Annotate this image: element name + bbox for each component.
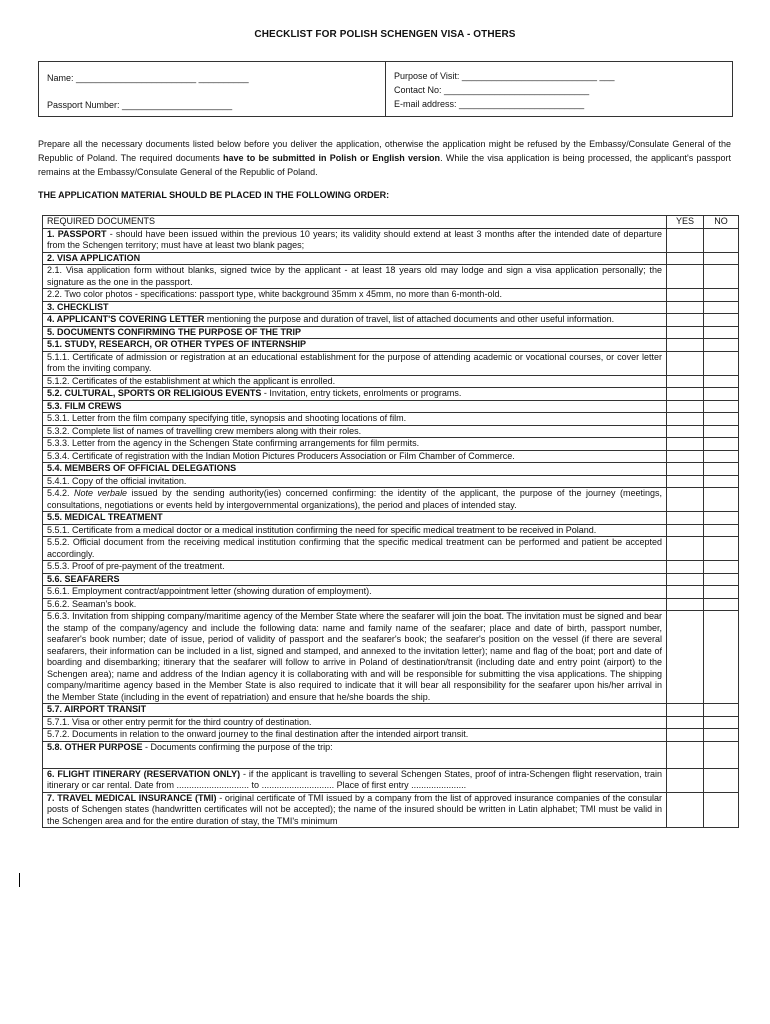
row-film-permits: 5.3.3. Letter from the agency in the Schengen State confirming arrangements for film permits.: [43, 438, 667, 451]
no-checkbox-cell[interactable]: [704, 450, 739, 463]
table-row: [43, 339, 739, 352]
row-purpose-documents: 5. DOCUMENTS CONFIRMING THE PURPOSE OF THE TRIP: [43, 326, 667, 339]
table-row: [43, 524, 739, 537]
no-checkbox-cell[interactable]: [704, 314, 739, 327]
info-right-column: [386, 62, 732, 116]
yes-checkbox-cell[interactable]: [667, 252, 704, 265]
row-medical-treatment: 5.5. MEDICAL TREATMENT: [43, 512, 667, 525]
row-employment-contract: 5.6.1. Employment contract/appointment letter (showing duration of employment).: [43, 586, 667, 599]
table-row: [43, 611, 739, 704]
yes-checkbox-cell[interactable]: [667, 512, 704, 525]
yes-checkbox-cell[interactable]: [667, 339, 704, 352]
no-checkbox-cell[interactable]: [704, 573, 739, 586]
yes-checkbox-cell[interactable]: [667, 475, 704, 488]
row-photos: 2.2. Two color photos - specifications: passport type, white background 35mm x 45mm, no more than 6-month-old.: [43, 289, 667, 302]
table-row: [43, 301, 739, 314]
row-film-letter: 5.3.1. Letter from the film company specifying title, synopsis and shooting locations of film.: [43, 413, 667, 426]
no-checkbox-cell[interactable]: [704, 425, 739, 438]
yes-checkbox-cell[interactable]: [667, 586, 704, 599]
table-row: [43, 768, 739, 792]
no-checkbox-cell[interactable]: [704, 339, 739, 352]
no-checkbox-cell[interactable]: [704, 252, 739, 265]
table-row: [43, 351, 739, 375]
no-checkbox-cell[interactable]: [704, 524, 739, 537]
row-seamans-book: 5.6.2. Seaman's book.: [43, 598, 667, 611]
table-row: [43, 586, 739, 599]
no-checkbox-cell[interactable]: [704, 475, 739, 488]
table-row: [43, 413, 739, 426]
document-title: CHECKLIST FOR POLISH SCHENGEN VISA - OTHERS: [254, 29, 516, 40]
row-onward-journey: 5.7.2. Documents in relation to the onward journey to the final destination after the intended airport transit.: [43, 729, 667, 742]
yes-checkbox-cell[interactable]: [667, 488, 704, 512]
table-row: [43, 488, 739, 512]
row-passport: 1. PASSPORT - should have been issued within the previous 10 years; its validity should extend at least 3 months after the intended date of departure from the Schengen territory; must have at least two blank pages;: [43, 228, 667, 252]
no-checkbox-cell[interactable]: [704, 561, 739, 574]
yes-checkbox-cell[interactable]: [667, 450, 704, 463]
no-checkbox-cell[interactable]: [704, 301, 739, 314]
no-checkbox-cell[interactable]: [704, 413, 739, 426]
no-checkbox-cell[interactable]: [704, 741, 739, 768]
no-checkbox-cell[interactable]: [704, 375, 739, 388]
row-medical-institution: 5.5.2. Official document from the receiving medical institution confirming that the specific medical treatment can be performed and patient be accepted accordingly.: [43, 537, 667, 561]
no-checkbox-cell[interactable]: [704, 400, 739, 413]
row-enrolment-certificates: 5.1.2. Certificates of the establishment at which the applicant is enrolled.: [43, 375, 667, 388]
no-checkbox-cell[interactable]: [704, 388, 739, 401]
info-left-column: [39, 62, 386, 116]
yes-checkbox-cell[interactable]: [667, 326, 704, 339]
no-checkbox-cell[interactable]: [704, 537, 739, 561]
row-shipping-invitation: 5.6.3. Invitation from shipping company/maritime agency of the Member State where the seafarer will join the boat. The invitation must be signed and bear the stamp of the company/agency and include the following data: name and family name of the seafarer; place and date of birth, passport number, seafarer's book number; date of issue, period of validity of passport and the seafarer's book; the seafarer's position on the vessel (if there are several seafarers, their information can be included in a list, signed and stamped, and annexed to the invitation letter); name and flag of the boat; port and date of boarding and disembarking; itinerary that the seafarer will follow to arrive in Poland of destination/transit (including date and entry point (airport) to the Schengen area); name and address of the Indian agency it is collaborating with and will be responsible for submitting the visa applications. The shipping company/maritime agency based in the Member State is also required to indicate that it will bear all responsibility for the seafarer upon his/her arrival in the Member State (including in the event of repatriation) and ensure that he/she boards the ship.: [43, 611, 667, 704]
table-row: [43, 289, 739, 302]
yes-checkbox-cell[interactable]: [667, 573, 704, 586]
yes-checkbox-cell[interactable]: [667, 598, 704, 611]
table-row: [43, 512, 739, 525]
no-checkbox-cell[interactable]: [704, 463, 739, 476]
yes-checkbox-cell[interactable]: [667, 400, 704, 413]
yes-checkbox-cell[interactable]: [667, 413, 704, 426]
yes-checkbox-cell[interactable]: [667, 716, 704, 729]
row-cultural-events: 5.2. CULTURAL, SPORTS OR RELIGIOUS EVENTS - Invitation, entry tickets, enrolments or programs.: [43, 388, 667, 401]
row-prepayment: 5.5.3. Proof of pre-payment of the treatment.: [43, 561, 667, 574]
no-checkbox-cell[interactable]: [704, 289, 739, 302]
row-crew-list: 5.3.2. Complete list of names of travelling crew members along with their roles.: [43, 425, 667, 438]
row-official-invitation: 5.4.1. Copy of the official invitation.: [43, 475, 667, 488]
yes-checkbox-cell[interactable]: [667, 425, 704, 438]
header-required-documents: REQUIRED DOCUMENTS: [43, 216, 667, 229]
yes-checkbox-cell[interactable]: [667, 301, 704, 314]
row-airport-transit: 5.7. AIRPORT TRANSIT: [43, 704, 667, 717]
table-row: [43, 729, 739, 742]
yes-checkbox-cell[interactable]: [667, 438, 704, 451]
yes-checkbox-cell[interactable]: [667, 351, 704, 375]
no-checkbox-cell[interactable]: [704, 598, 739, 611]
table-row: [43, 314, 739, 327]
table-row: [43, 438, 739, 451]
no-checkbox-cell[interactable]: [704, 611, 739, 704]
order-heading: THE APPLICATION MATERIAL SHOULD BE PLACED IN THE FOLLOWING ORDER:: [38, 190, 390, 200]
no-checkbox-cell[interactable]: [704, 586, 739, 599]
no-checkbox-cell[interactable]: [704, 792, 739, 828]
table-row: [43, 598, 739, 611]
row-entry-permit: 5.7.1. Visa or other entry permit for the third country of destination.: [43, 716, 667, 729]
yes-checkbox-cell[interactable]: [667, 611, 704, 704]
row-medical-insurance: 7. TRAVEL MEDICAL INSURANCE (TMI) - original certificate of TMI issued by a company from the list of approved insurance companies of the consular posts of Schengen states (handwritten certificates will not be accepted); the name of the insured should be written in Latin alphabet; TMI must be valid in the Schengen area and for the entire duration of stay, the TMI's minimum: [43, 792, 667, 828]
name-field[interactable]: Name: ________________________ __________: [47, 73, 249, 83]
yes-checkbox-cell[interactable]: [667, 314, 704, 327]
yes-checkbox-cell[interactable]: [667, 792, 704, 828]
row-film-crews: 5.3. FILM CREWS: [43, 400, 667, 413]
table-row: [43, 228, 739, 252]
intro-paragraph: Prepare all the necessary documents listed below before you deliver the application, otherwise the application might be refused by the Embassy/Consulate General of the Republic of Poland. The required documents have to be submitted in Polish or English version. While the visa application is being processed, the applicant's passport remains at the Embassy/Consulate General of the Republic of Poland.: [38, 139, 731, 177]
row-film-registration: 5.3.4. Certificate of registration with the Indian Motion Pictures Producers Association or Film Chamber of Commerce.: [43, 450, 667, 463]
email-address-field[interactable]: E-mail address: _________________________: [394, 99, 585, 109]
table-row: [43, 716, 739, 729]
table-row: [43, 792, 739, 828]
table-header-row: [43, 216, 739, 229]
table-row: [43, 388, 739, 401]
row-medical-certificate: 5.5.1. Certificate from a medical doctor or a medical institution confirming the need for specific medical treatment to be received in Poland.: [43, 524, 667, 537]
yes-checkbox-cell[interactable]: [667, 375, 704, 388]
row-visa-form: 2.1. Visa application form without blanks, signed twice by the applicant - at least 18 years old may lodge and sign a visa application personally; the signature as the one in the passport.: [43, 265, 667, 289]
no-checkbox-cell[interactable]: [704, 768, 739, 792]
table-row: [43, 450, 739, 463]
yes-checkbox-cell[interactable]: [667, 463, 704, 476]
no-checkbox-cell[interactable]: [704, 265, 739, 289]
yes-checkbox-cell[interactable]: [667, 729, 704, 742]
checklist-table: [42, 215, 739, 828]
table-row: [43, 326, 739, 339]
row-seafarers: 5.6. SEAFARERS: [43, 573, 667, 586]
yes-checkbox-cell[interactable]: [667, 289, 704, 302]
yes-checkbox-cell[interactable]: [667, 741, 704, 768]
row-flight-itinerary: 6. FLIGHT ITINERARY (RESERVATION ONLY) - if the applicant is travelling to several Schengen States, proof of intra-Schengen flight reservation, train itinerary or car rental. Date from ............................. to ............................. Place of first entry ......................: [43, 768, 667, 792]
header-yes: YES: [667, 216, 704, 229]
yes-checkbox-cell[interactable]: [667, 561, 704, 574]
no-checkbox-cell[interactable]: [704, 704, 739, 717]
table-row: [43, 475, 739, 488]
table-row: [43, 573, 739, 586]
yes-checkbox-cell[interactable]: [667, 524, 704, 537]
no-checkbox-cell[interactable]: [704, 228, 739, 252]
no-checkbox-cell[interactable]: [704, 716, 739, 729]
yes-checkbox-cell[interactable]: [667, 537, 704, 561]
yes-checkbox-cell[interactable]: [667, 704, 704, 717]
yes-checkbox-cell[interactable]: [667, 228, 704, 252]
table-row: [43, 425, 739, 438]
row-study-research: 5.1. STUDY, RESEARCH, OR OTHER TYPES OF INTERNSHIP: [43, 339, 667, 352]
table-row: [43, 561, 739, 574]
no-checkbox-cell[interactable]: [704, 729, 739, 742]
row-covering-letter: 4. APPLICANT'S COVERING LETTER mentioning the purpose and duration of travel, list of attached documents and other useful information.: [43, 314, 667, 327]
no-checkbox-cell[interactable]: [704, 512, 739, 525]
contact-number-field[interactable]: Contact No: _____________________________: [394, 85, 590, 95]
header-no: NO: [704, 216, 739, 229]
row-official-delegations: 5.4. MEMBERS OF OFFICIAL DELEGATIONS: [43, 463, 667, 476]
yes-checkbox-cell[interactable]: [667, 265, 704, 289]
table-row: [43, 704, 739, 717]
table-row: [43, 741, 739, 768]
row-visa-application: 2. VISA APPLICATION: [43, 252, 667, 265]
row-note-verbale: 5.4.2. Note verbale issued by the sending authority(ies) concerned confirming: the identity of the applicant, the purpose of the journey (meetings, consultations, negotiations or events held by intergovernmental organizations), the period and places of intended stay.: [43, 488, 667, 512]
no-checkbox-cell[interactable]: [704, 488, 739, 512]
passport-number-field[interactable]: Passport Number: ______________________: [47, 100, 233, 110]
purpose-of-visit-field[interactable]: Purpose of Visit: ___________________________ ___: [394, 71, 615, 81]
applicant-info-box: [38, 61, 733, 117]
table-row: [43, 537, 739, 561]
table-row: [43, 375, 739, 388]
table-row: [43, 400, 739, 413]
yes-checkbox-cell[interactable]: [667, 768, 704, 792]
row-other-purpose: 5.8. OTHER PURPOSE - Documents confirming the purpose of the trip:: [43, 741, 667, 768]
table-row: [43, 463, 739, 476]
yes-checkbox-cell[interactable]: [667, 388, 704, 401]
row-admission-certificate: 5.1.1. Certificate of admission or registration at an educational establishment for the purpose of attending academic or vocational courses, or cover letter from the inviting company.: [43, 351, 667, 375]
no-checkbox-cell[interactable]: [704, 326, 739, 339]
table-row: [43, 265, 739, 289]
table-row: [43, 252, 739, 265]
row-checklist: 3. CHECKLIST: [43, 301, 667, 314]
text-cursor: [19, 873, 20, 887]
no-checkbox-cell[interactable]: [704, 438, 739, 451]
no-checkbox-cell[interactable]: [704, 351, 739, 375]
